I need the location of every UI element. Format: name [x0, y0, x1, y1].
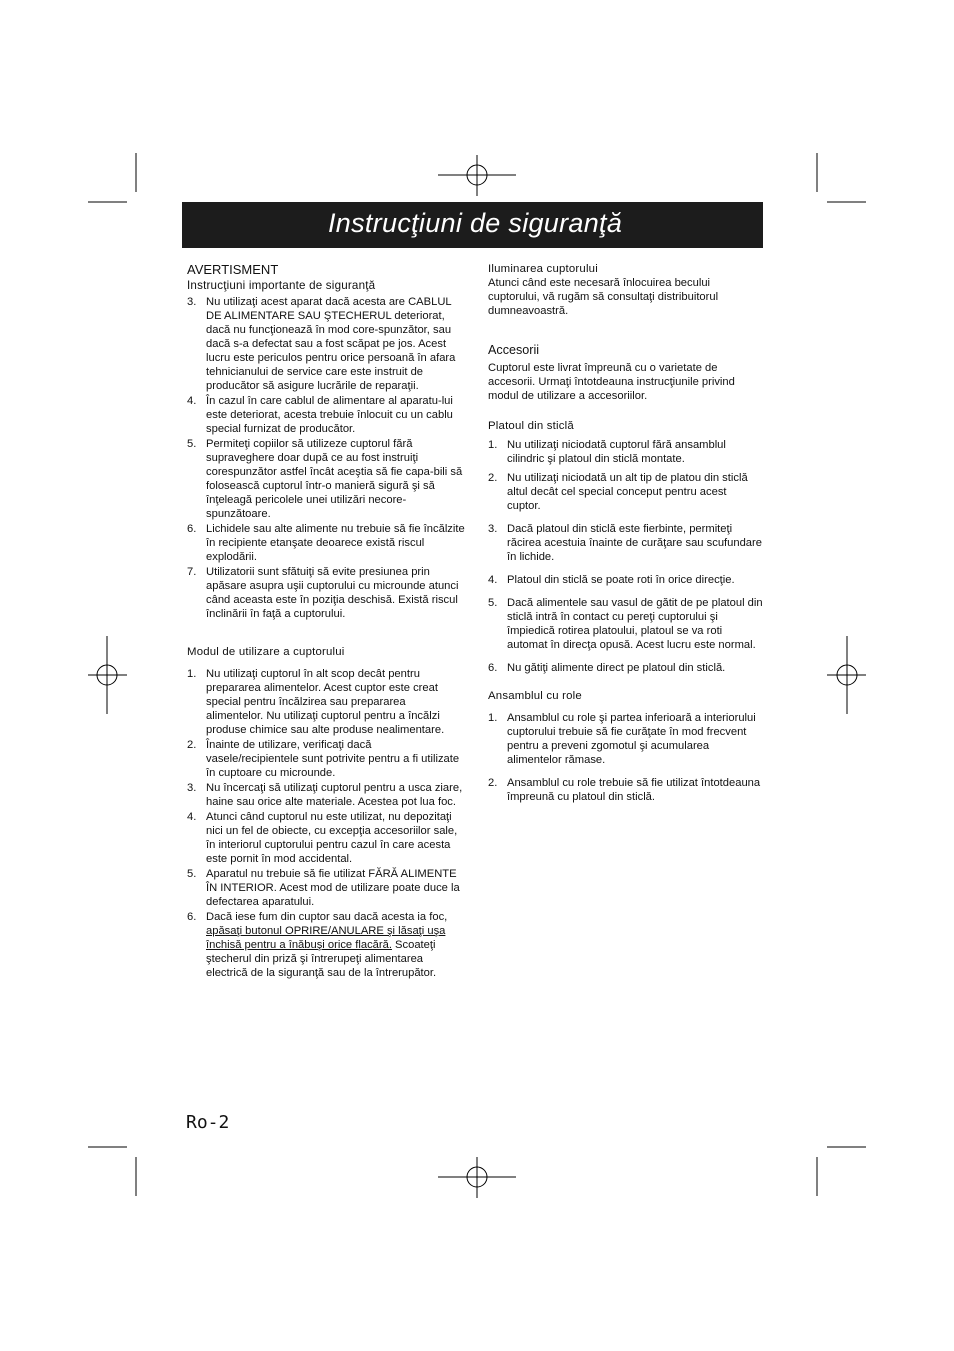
list-item: 4. Atunci când cuptorul nu este utilizat, nu depozitaţi nici un fel de obiecte, cu excepţia accesoriilor sale, în interiorul cuptorului pentru cazul în care acesta este pornit în mod accidental.: [187, 811, 458, 865]
warning-list: [187, 295, 465, 621]
accessories-text: Cuptorul este livrat împreună cu o varietate de accesorii. Urmaţi întotdeauna instrucţiunile privind modul de utilizare a accesoriilor.: [488, 362, 735, 402]
glass-list: [488, 438, 763, 675]
lighting-text: Atunci când este necesară înlocuirea becului cuptorului, vă rugăm să consultaţi distribuitorul dumneavoastră.: [488, 277, 719, 317]
list-item: 6. Lichidele sau alte alimente nu trebuie să fie încălzite în recipiente etanşate deoarece există riscul explodării.: [187, 523, 465, 563]
roller-heading: Ansamblul cu role: [488, 690, 582, 702]
registration-mark-right: [827, 636, 866, 714]
list-item: 6. Nu gătiţi alimente direct pe platoul din sticlă.: [488, 662, 726, 674]
list-item: 1. Nu utilizaţi cuptorul în alt scop decât pentru prepararea alimentelor. Acest cuptor este creat special pentru încălzirea sau prepararea alimentelor. Nu utilizaţi cuptorul pentru a încălzi produse chimice sau alte produse nealimentare.: [187, 668, 445, 736]
usage-list: [187, 667, 465, 980]
page-title: Instrucţiuni de siguranţă: [328, 208, 623, 238]
registration-mark-bottom: [438, 1157, 516, 1198]
list-item: 3. Nu utilizaţi acest aparat dacă acesta are CABLUL DE ALIMENTARE SAU ŞTECHERUL deteriorat, dacă nu funcţionează în mod core-spunzător, sau dacă s-a defectat sau a fost scăpat pe jos. Acest lucru este periculos pentru orice persoană în afara tehnicianului de service care este instruit de producător să asigure lucrările de reparaţii.: [187, 296, 456, 392]
right-column: [488, 262, 763, 804]
list-item: 6. Dacă iese fum din cuptor sau dacă acesta ia foc, apăsaţi butonul OPRIRE/ANULARE şi lăsaţi uşa închisă pentru a înăbuşi orice flacără. Scoateţi ştecherul din priză şi întrerupeţi alimentarea electrică de la siguranţă sau de la întrerupător.: [187, 911, 448, 979]
list-item: 5. Dacă alimentele sau vasul de gătit de pe platoul din sticlă intră în contact cu pereţi cuptorului şi împiedică rotirea platoului, platoul se va roti automat în direcţa opusă. Acest lucru este normal.: [488, 597, 763, 651]
accessories-heading: Accesorii: [488, 343, 540, 357]
lighting-heading: Iluminarea cuptorului: [488, 263, 598, 275]
warning-subheading: Instrucţiuni importante de siguranţă: [187, 279, 376, 292]
list-item: 5. Aparatul nu trebuie să fie utilizat FĂRĂ ALIMENTE ÎN INTERIOR. Acest mod de utilizare poate duce la defectarea aparatului.: [187, 868, 460, 908]
usage-heading: Modul de utilizare a cuptorului: [187, 646, 345, 658]
roller-list: [488, 711, 763, 804]
header-bar: [182, 202, 763, 248]
list-item: 5. Permiteţi copiilor să utilizeze cuptorul fără supraveghere doar după ce au fost instruiţi corespunzător astfel încât aceştia să fie capa-bili să folosească cuptorul într-o manieră sigură şi să înţeleagă pericolele unei utilizări necore-spunzătoare.: [187, 438, 463, 520]
warning-heading: AVERTISMENT: [187, 262, 279, 277]
list-item: 3. Dacă platoul din sticlă este fierbinte, permiteţi răcirea acestuia înainte de curăţare sau scufundare în lichide.: [488, 523, 762, 563]
list-item: 4. Platoul din sticlă se poate roti în orice direcţie.: [488, 574, 735, 586]
list-item: 1. Nu utilizaţi niciodată cuptorul fără ansamblul cilindric şi platoul din sticlă montate.: [488, 439, 726, 465]
page-number: Ro-2: [186, 1112, 230, 1133]
list-item: 2. Înainte de utilizare, verificaţi dacă vasele/recipientele sunt potrivite pentru a fi utilizate în cuptoare cu microunde.: [187, 739, 460, 779]
list-item: 3. Nu încercaţi să utilizaţi cuptorul pentru a usca ziare, haine sau orice alte materiale. Acestea pot lua foc.: [187, 782, 463, 808]
glass-heading: Platoul din sticlă: [488, 420, 574, 432]
left-column: [187, 262, 465, 980]
registration-mark-top: [438, 155, 516, 196]
underlined-instruction: apăsaţi butonul OPRIRE/ANULARE şi lăsaţi uşa închisă pentru a înăbuşi orice flacără.: [206, 925, 446, 951]
registration-mark-left: [88, 636, 127, 714]
list-item: 7. Utilizatorii sunt sfătuiţi să evite presiunea prin apăsare asupra uşii cuptorului cu microunde atunci când aceasta este în poziţia deschisă. Există riscul înclinării în faţă a cuptorului.: [187, 566, 459, 620]
list-item: 4. În cazul în care cablul de alimentare al aparatu-lui este deteriorat, acesta trebuie înlocuit cu un cablu special furnizat de producător.: [187, 395, 453, 435]
list-item: 2. Nu utilizaţi niciodată un alt tip de platou din sticlă altul decât cel special conceput pentru acest cuptor.: [488, 472, 748, 512]
list-item: 1. Ansamblul cu role şi partea inferioară a interiorului cuptorului trebuie să fie curăţate în mod frecvent pentru a preveni zgomotul şi acumularea alimentelor rămase.: [488, 712, 756, 766]
list-item: 2. Ansamblul cu role trebuie să fie utilizat întotdeauna împreună cu platoul din sticlă.: [488, 777, 761, 803]
